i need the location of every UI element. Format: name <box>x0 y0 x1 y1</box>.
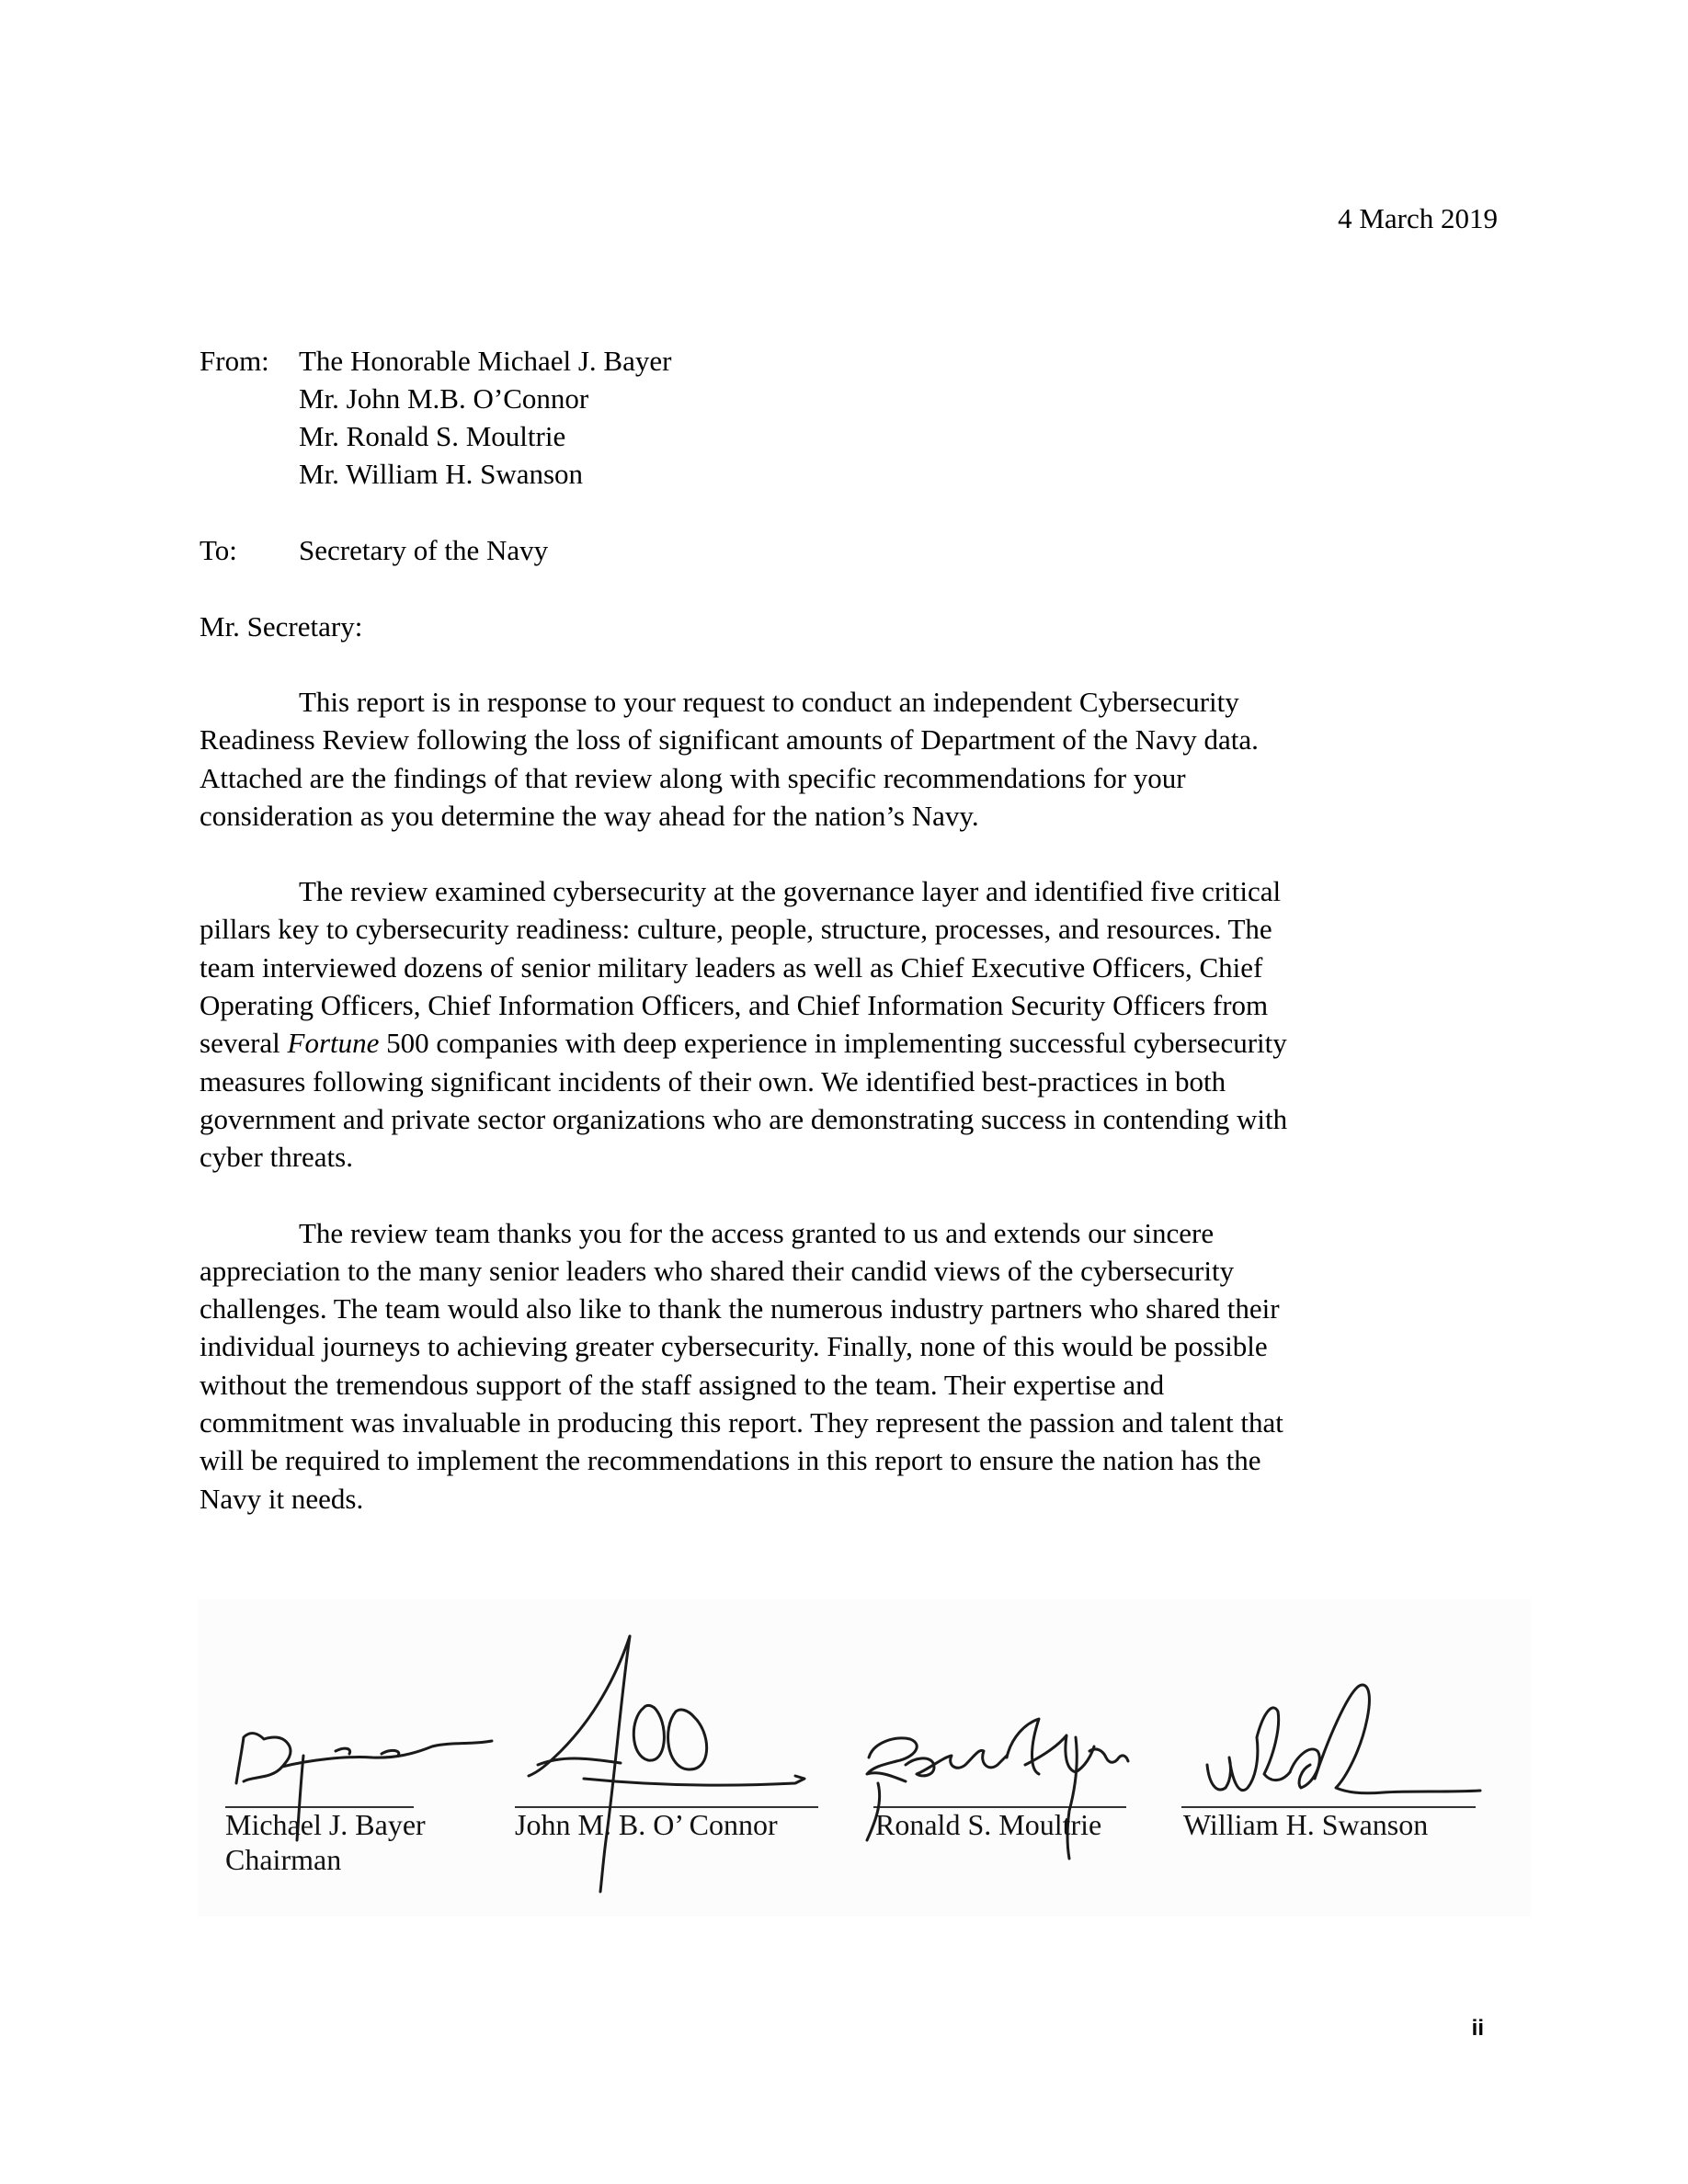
paragraph-line: appreciation to the many senior leaders who shared their candid views of the cybersecurity <box>200 1254 1235 1287</box>
signatory-name: Ronald S. Moultrie <box>875 1808 1102 1841</box>
paragraph-line: The review examined cybersecurity at the governance layer and identified five critical <box>299 875 1282 908</box>
from-names <box>299 342 671 493</box>
paragraph-line: measures following significant incidents of their own. We identified best-practices in both <box>200 1064 1226 1098</box>
paragraph-3 <box>200 1214 1482 1518</box>
handwritten-signature-swanson <box>1207 1685 1480 1793</box>
paragraph-line: consideration as you determine the way ahead for the nation’s Navy. <box>200 799 979 832</box>
paragraph-line: individual journeys to achieving greater cybersecurity. Finally, none of this would be possible <box>200 1330 1268 1363</box>
paragraph-line: Navy it needs. <box>200 1482 364 1515</box>
line-text: 500 companies with deep experience in implementing successful cybersecurity <box>379 1027 1287 1060</box>
paragraph-line: team interviewed dozens of senior military leaders as well as Chief Executive Officers, Chief <box>200 950 1263 984</box>
from-line: Mr. Ronald S. Moultrie <box>299 420 566 452</box>
line-text: several <box>200 1027 288 1060</box>
from-label: From: <box>200 345 269 377</box>
paragraph-line: challenges. The team would also like to thank the numerous industry partners who shared their <box>200 1292 1280 1325</box>
paragraph-line: Operating Officers, Chief Information Officers, and Chief Information Security Officers from <box>200 989 1269 1022</box>
from-line: Mr. William H. Swanson <box>299 458 584 490</box>
paragraph-2 <box>200 872 1482 1176</box>
page-number: ii <box>1471 2016 1484 2041</box>
signature-block <box>198 1599 1531 1917</box>
to-label: To: <box>200 534 237 566</box>
paragraph-line: without the tremendous support of the staff assigned to the team. Their expertise and <box>200 1368 1165 1401</box>
signature-graphics <box>198 1599 1531 1917</box>
signatory-name: John M. B. O’ Connor <box>515 1808 778 1841</box>
paragraph-line: commitment was invaluable in producing this report. They represent the passion and talent that <box>200 1406 1283 1439</box>
paragraph-line: pillars key to cybersecurity readiness: culture, people, structure, processes, and resources. The <box>200 913 1272 946</box>
from-line: Mr. John M.B. O’Connor <box>299 382 589 415</box>
to-recipient: Secretary of the Navy <box>299 534 549 566</box>
from-block <box>200 342 671 493</box>
paragraph-line: Attached are the findings of that review along with specific recommendations for your <box>200 761 1186 794</box>
paragraph-line: government and private sector organizations who are demonstrating success in contending with <box>200 1102 1288 1135</box>
letter-date: 4 March 2019 <box>1338 202 1498 234</box>
from-line: The Honorable Michael J. Bayer <box>299 345 672 377</box>
paragraph-1 <box>200 683 1482 835</box>
paragraph-line: The review team thanks you for the access granted to us and extends our sincere <box>299 1216 1215 1249</box>
signatory-name: William H. Swanson <box>1183 1808 1429 1841</box>
paragraph-line: cyber threats. <box>200 1141 353 1174</box>
signatory-title: Chairman <box>225 1843 342 1876</box>
signatory-name: Michael J. Bayer <box>225 1808 426 1841</box>
handwritten-signature-oconnor <box>529 1636 804 1892</box>
salutation: Mr. Secretary: <box>200 610 363 643</box>
paragraph-line: Readiness Review following the loss of significant amounts of Department of the Navy data. <box>200 723 1259 756</box>
letter-body <box>200 683 1482 1555</box>
paragraph-line: This report is in response to your request to conduct an independent Cybersecurity <box>299 686 1239 718</box>
paragraph-line: will be required to implement the recommendations in this report to ensure the nation has the <box>200 1444 1261 1477</box>
publication-title: Fortune <box>287 1027 380 1060</box>
to-block <box>200 531 548 569</box>
paragraph-line <box>200 1024 1482 1062</box>
